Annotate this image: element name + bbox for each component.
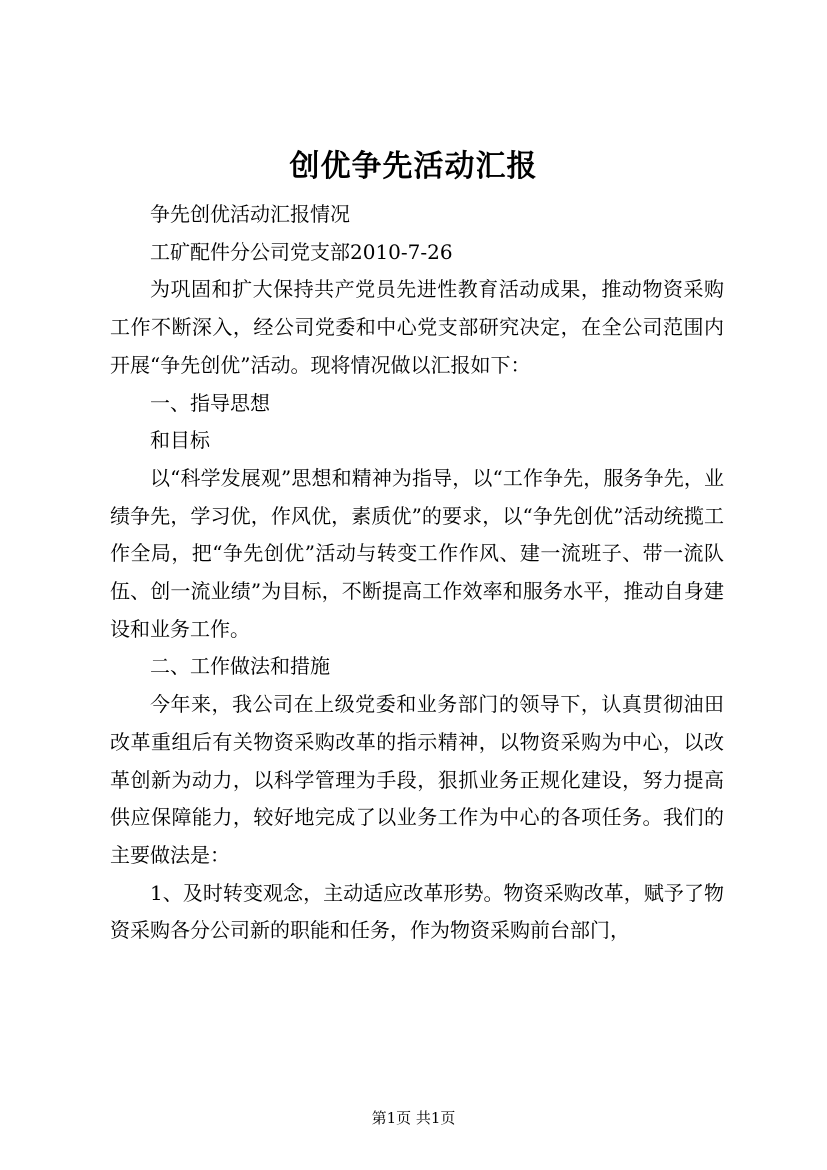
paragraph-item-1: 1、及时转变观念，主动适应改革形势。物资采购改革，赋予了物资采购各分公司新的职能和任务，作为物资采购前台部门， bbox=[110, 880, 724, 943]
paragraph-guiding-thought: 以“科学发展观”思想和精神为指导，以“工作争先，服务争先，业绩争先，学习优，作风优，素质优”的要求，以“争先创优”活动统揽工作全局，把“争先创优”活动与转变工作作风、建一流班子、带一流队伍、创一流业绩”为目标，不断提高工作效率和服务水平，推动自身建设和业务工作。 bbox=[110, 465, 724, 641]
paragraph-author-date: 工矿配件分公司党支部2010-7-26 bbox=[150, 239, 453, 264]
document-body bbox=[110, 196, 724, 950]
section-heading-goals: 和目标 bbox=[150, 428, 210, 453]
section-heading-guiding-thought: 一、指导思想 bbox=[150, 390, 270, 415]
paragraph-methods: 今年来，我公司在上级党委和业务部门的领导下，认真贯彻油田改革重组后有关物资采购改革的指示精神，以物资采购为中心，以改革创新为动力，以科学管理为手段，狠抓业务正规化建设，努力提高供应保障能力，较好地完成了以业务工作为中心的各项任务。我们的主要做法是： bbox=[110, 692, 724, 867]
paragraph-intro: 为巩固和扩大保持共产党员先进性教育活动成果，推动物资采购工作不断深入，经公司党委和中心党支部研究决定，在全公司范围内开展“争先创优”活动。现将情况做以汇报如下： bbox=[110, 277, 724, 377]
section-heading-methods: 二、工作做法和措施 bbox=[150, 654, 330, 679]
page-footer: 第1页 共1页 bbox=[371, 1109, 456, 1127]
document-title: 创优争先活动汇报 bbox=[289, 149, 538, 184]
paragraph-subtitle: 争先创优活动汇报情况 bbox=[150, 202, 350, 226]
